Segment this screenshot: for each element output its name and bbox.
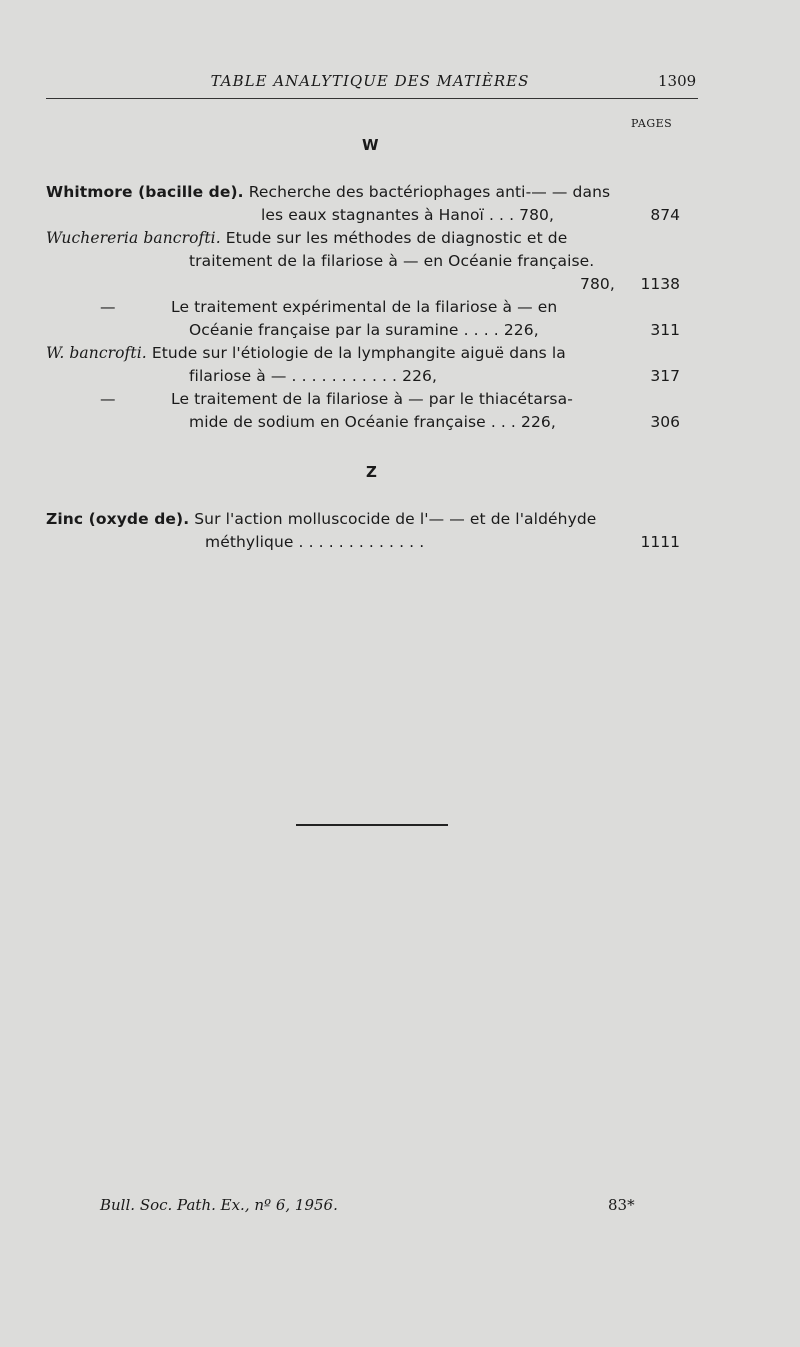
entry-suramine: Le traitement expérimental de la filariose à — en — [171, 298, 558, 316]
entry-term: Whitmore (bacille de). — [46, 183, 244, 201]
entry-w-bancrofti — [46, 344, 566, 362]
entry-term: W. bancrofti. — [46, 344, 147, 362]
entry-w-bancrofti-cont: filariose à — . . . . . . . . . . . 226, — [189, 367, 438, 385]
entry-page-ref: 1138 — [640, 275, 680, 293]
signature-mark: 83* — [608, 1196, 635, 1214]
entry-term: Zinc (oxyde de). — [46, 510, 190, 528]
entry-wuchereria-cont: traitement de la filariose à — en Océanie française. — [189, 252, 595, 270]
entry-zinc — [46, 510, 596, 528]
entry-text: Sur l'action molluscocide de l'— — et de l'aldéhyde — [189, 510, 597, 528]
entry-suramine-cont: Océanie française par la suramine . . . . 226, — [189, 321, 539, 339]
entry-text: Recherche des bactériophages anti-— — dans — [243, 183, 611, 201]
entry-whitmore — [46, 183, 610, 201]
page-number: 1309 — [658, 72, 697, 90]
header-rule — [46, 98, 698, 99]
entry-text: Etude sur les méthodes de diagnostic et de — [220, 229, 568, 247]
entry-page-ref: 306 — [650, 413, 680, 431]
entry-page-ref: 317 — [650, 367, 680, 385]
entry-page-ref: 874 — [650, 206, 680, 224]
entry-wuchereria-vol: 780, — [580, 275, 615, 293]
entry-thiacetarsamide-cont: mide de sodium en Océanie française . . . 226, — [189, 413, 556, 431]
entry-whitmore-cont: les eaux stagnantes à Hanoï . . . 780, — [261, 206, 555, 224]
journal-citation: Bull. Soc. Path. Ex., nº 6, 1956. — [100, 1196, 338, 1214]
entry-page-ref: 1111 — [640, 533, 680, 551]
entry-text: Etude sur l'étiologie de la lymphangite aiguë dans la — [146, 344, 566, 362]
repeat-dash: — — [100, 298, 116, 316]
entry-term: Wuchereria bancrofti. — [46, 229, 221, 247]
pages-column-label: PAGES — [631, 117, 673, 130]
entry-thiacetarsamide: Le traitement de la filariose à — par le thiacétarsa- — [171, 390, 573, 408]
entry-zinc-cont: méthylique . . . . . . . . . . . . . — [205, 533, 425, 551]
end-separator-rule — [296, 824, 448, 826]
section-letter-w: W — [362, 136, 379, 154]
entry-wuchereria — [46, 229, 567, 247]
entry-page-ref: 311 — [650, 321, 680, 339]
running-header-title: TABLE ANALYTIQUE DES MATIÈRES — [210, 72, 530, 90]
repeat-dash: — — [100, 390, 116, 408]
section-letter-z: Z — [366, 463, 377, 481]
